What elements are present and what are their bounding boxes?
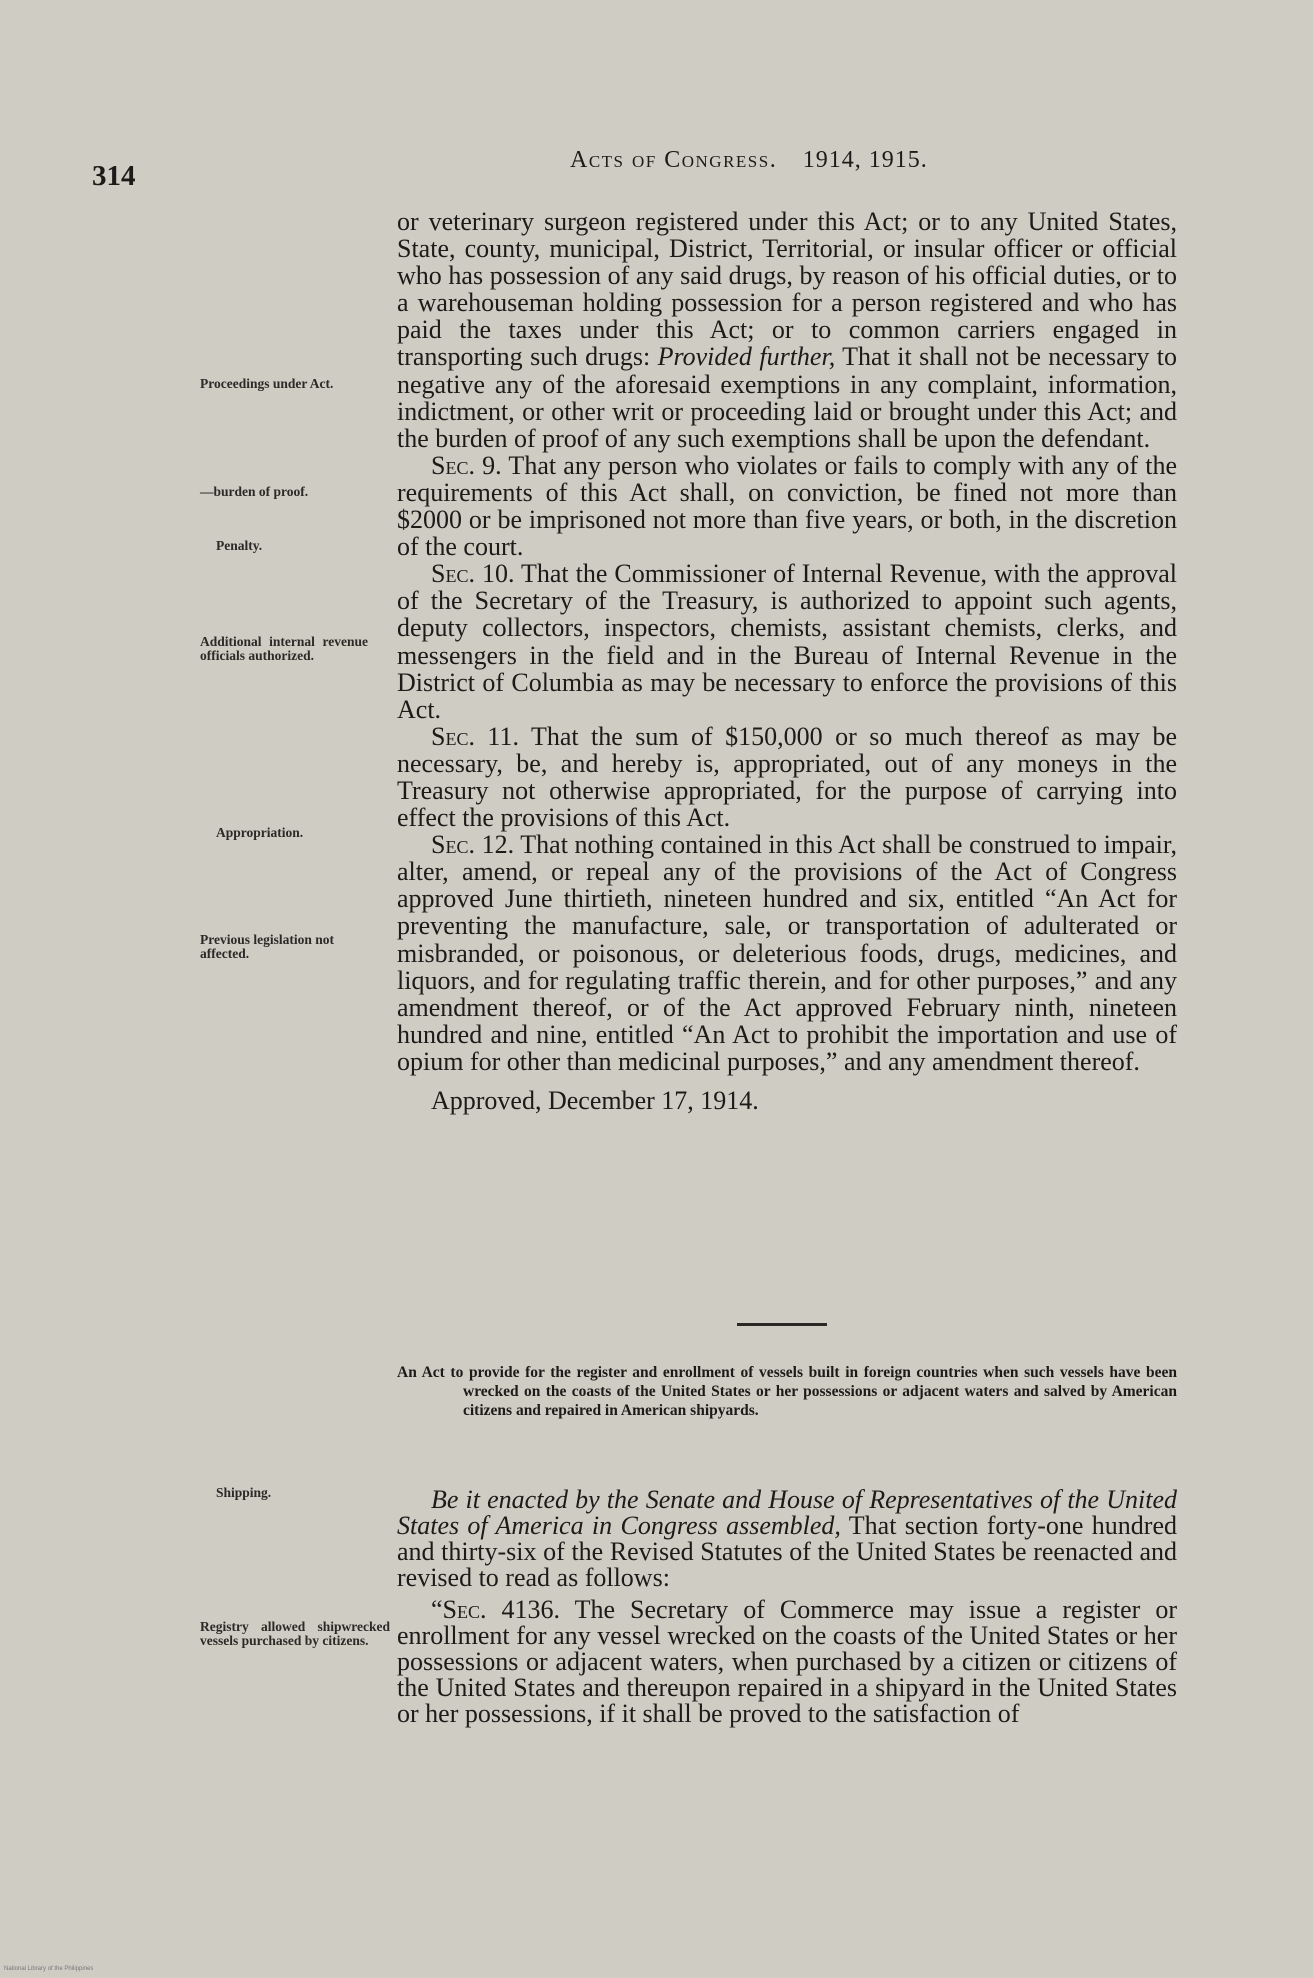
- enacting-text: That section forty-one hundred and thirty-six of the Revised Statutes of the United States be reenacted and revised to read as follows:: [397, 1511, 1177, 1592]
- running-title: Acts of Congress.: [570, 147, 778, 173]
- section-divider: [737, 1323, 827, 1326]
- margin-note-penalty: Penalty.: [216, 538, 263, 553]
- margin-note-proceedings: Proceedings under Act.: [200, 376, 334, 391]
- enacting-clause: Be it enacted by the Senate and House of Representatives of the United States of America in Congress assembled,: [397, 1485, 1177, 1540]
- margin-note-previous: Previous legislation not affected.: [200, 932, 335, 961]
- sec-10-text: That the Commissioner of Internal Revenue, with the approval of the Secretary of the Treasury, is authorized to appoint such agents, deputy collectors, inspectors, chemists, assistant chemists, clerks, and messengers in the field and in the Bureau of Internal Revenue in the District of Columbia as may be necessary to enforce the provisions of this Act.: [397, 559, 1177, 724]
- margin-note-registry: Registry allowed shipwrecked vessels purchased by citizens.: [200, 1619, 390, 1648]
- exemptions-text-b: That it shall not be necessary to negative any of the aforesaid exemptions in any complaint, information, indictment, or other writ or proceeding laid or brought under this Act; and the burden of proof of any such exemptions shall be upon the defendant.: [397, 342, 1177, 453]
- margin-note-additional: Additional internal revenue officials authorized.: [200, 634, 368, 663]
- enacting-paragraph: [397, 1487, 1177, 1591]
- enacting-section: [397, 1487, 1177, 1727]
- exemptions-text-a: or veterinary surgeon registered under this Act; or to any United States, State, county, municipal, District, Territorial, or insular officer or official who has possession of any said drugs, by reason of his official duties, or to a warehouseman holding possession for a person registered and who has paid the taxes under this Act; or to common carriers engaged in transporting such drugs:: [397, 207, 1177, 372]
- margin-note-burden: —burden of proof.: [200, 484, 309, 499]
- running-years: 1914, 1915.: [802, 147, 928, 173]
- margin-note-shipping: Shipping.: [216, 1485, 272, 1500]
- margin-note-appropriation: Appropriation.: [216, 825, 304, 840]
- section-12: [397, 831, 1177, 1075]
- footer-credit: National Library of the Philippines: [4, 1966, 94, 1972]
- sec-4136-text: The Secretary of Commerce may issue a register or enrollment for any vessel wrecked on the coasts of the United States or her possessions or adjacent waters, when purchased by a citizen or citizens of the United States and thereupon repaired in a shipyard in the United States or her possessions, if it shall be proved to the satisfaction of: [397, 1595, 1177, 1728]
- section-4136: [397, 1597, 1177, 1727]
- running-head: [570, 147, 928, 174]
- sec-9-text: That any person who violates or fails to comply with any of the requirements of this Act shall, on conviction, be fined not more than $2000 or be imprisoned not more than five years, or both, in the discretion of the court.: [397, 450, 1177, 562]
- provided-further: Provided further,: [657, 342, 836, 372]
- section-9: [397, 452, 1177, 560]
- act-title: An Act to provide for the register and enrollment of vessels built in foreign countries when such vessels have been wrecked on the coasts of the United States or her possessions or adjacent waters and salved by American citizens and repaired in American shipyards.: [397, 1364, 1177, 1419]
- body-text: [397, 208, 1177, 1114]
- act-title-block: [397, 1363, 1177, 1420]
- section-10: [397, 560, 1177, 723]
- approved-date: Approved, December 17, 1914.: [431, 1086, 759, 1115]
- sec-11-text: That the sum of $150,000 or so much thereof as may be necessary, be, and hereby is, appropriated, out of any moneys in the Treasury not otherwise appropriated, for the purpose of carrying into effect the provisions of this Act.: [397, 721, 1177, 833]
- page-number: 314: [92, 160, 136, 192]
- section-11: [397, 723, 1177, 831]
- sec-10-label: Sec. 10.: [431, 559, 515, 589]
- sec-4136-label: “Sec. 4136.: [431, 1595, 561, 1624]
- sec-12-label: Sec. 12.: [431, 830, 515, 860]
- sec-11-label: Sec. 11.: [431, 721, 519, 751]
- sec-12-text: That nothing contained in this Act shall be construed to impair, alter, amend, or repeal any of the provisions of the Act of Congress approved June thirtieth, nineteen hundred and six, entitled “An Act for preventing the manufacture, sale, or transportation of adulterated or misbranded, or poisonous, or deleterious foods, drugs, medicines, and liquors, and for regulating traffic therein, and for other purposes,” and any amendment thereof, or of the Act approved February ninth, nineteen hundred and nine, entitled “An Act to prohibit the importation and use of opium for other than medicinal purposes,” and any amendment thereof.: [397, 830, 1177, 1076]
- sec-9-label: Sec. 9.: [431, 450, 502, 480]
- paragraph-exemptions: [397, 208, 1177, 452]
